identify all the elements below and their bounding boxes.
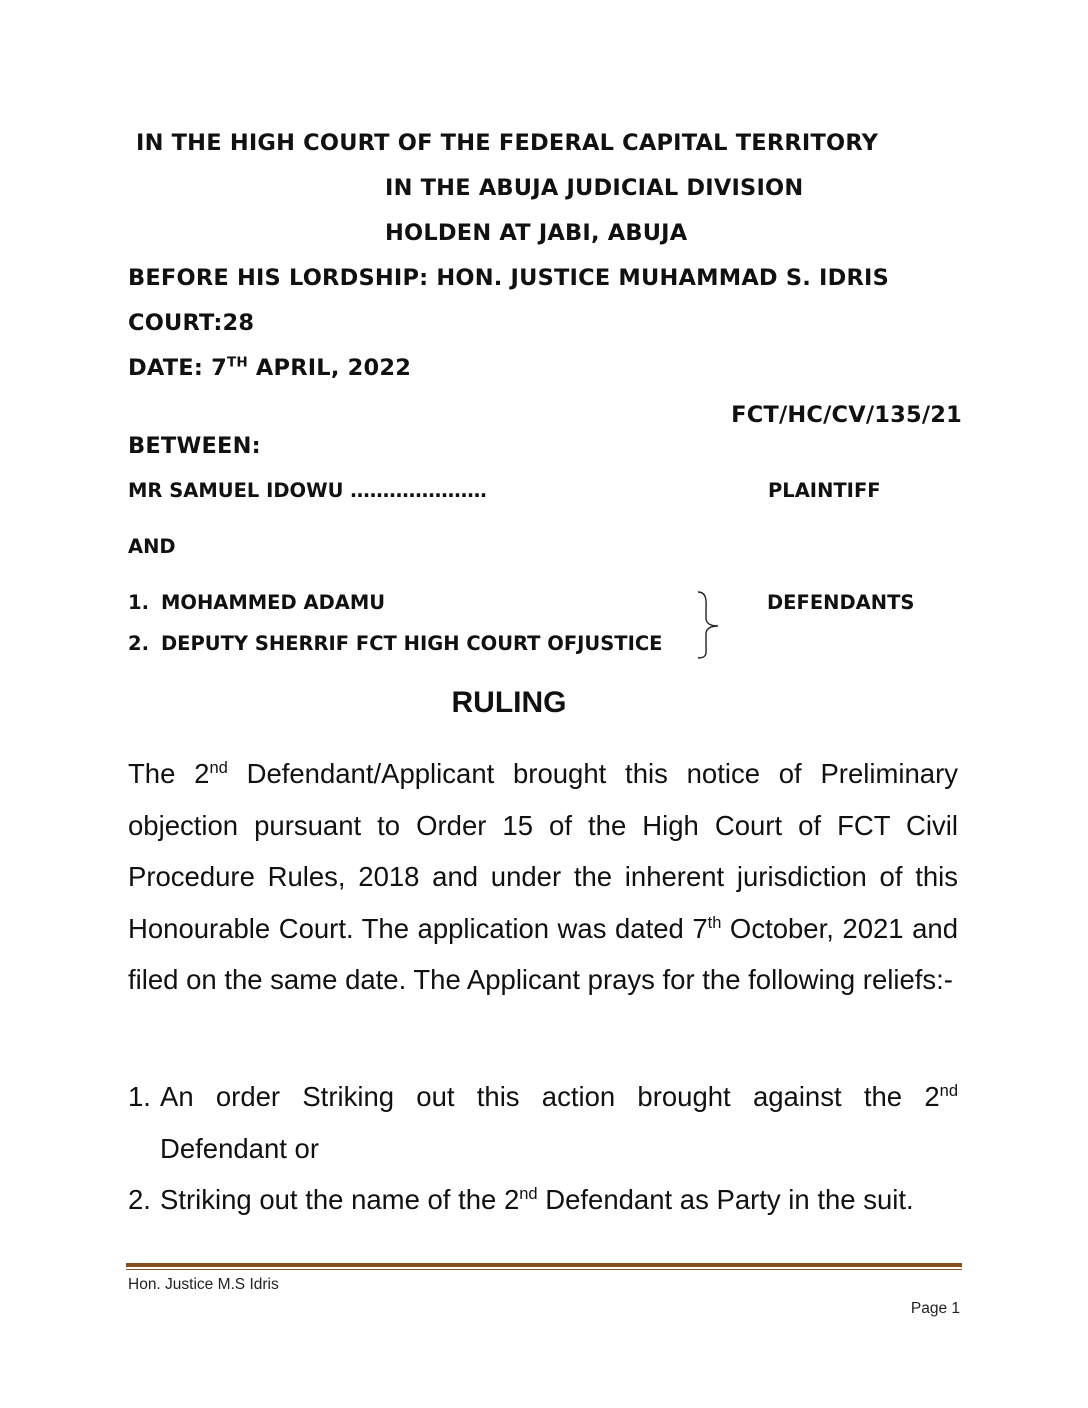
para-text: The 2 — [128, 758, 210, 789]
relief-item — [128, 1071, 958, 1174]
division-line: IN THE ABUJA JUDICIAL DIVISION — [385, 175, 804, 201]
relief-text-part: An order Striking out this action brought against the 2 — [160, 1081, 940, 1112]
page-number: Page 1 — [910, 1300, 960, 1317]
footer-author: Hon. Justice M.S Idris — [128, 1276, 279, 1293]
ruling-title: RULING — [451, 686, 567, 719]
between-label: BETWEEN: — [128, 433, 261, 459]
relief-superscript: nd — [939, 1081, 958, 1100]
suit-number: FCT/HC/CV/135/21 — [731, 402, 962, 428]
defendant-name: MOHAMMED ADAMU — [160, 591, 386, 614]
court-title: IN THE HIGH COURT OF THE FEDERAL CAPITAL TERRITORY — [136, 130, 879, 156]
curly-brace-icon — [696, 590, 726, 660]
defendant-number: 2. — [128, 632, 149, 655]
footer-rule-thin — [126, 1269, 962, 1270]
para-superscript: nd — [209, 758, 228, 777]
plaintiff-name: MR SAMUEL IDOWU ………………… — [128, 479, 487, 502]
relief-text — [160, 1071, 958, 1174]
footer-rule — [126, 1263, 962, 1267]
date-superscript: TH — [226, 354, 248, 371]
ruling-paragraph — [128, 748, 958, 1006]
holden-line: HOLDEN AT JABI, ABUJA — [385, 220, 688, 246]
relief-superscript: nd — [519, 1184, 538, 1203]
relief-number: 1. — [128, 1081, 151, 1112]
court-number: COURT:28 — [128, 310, 255, 336]
para-superscript: th — [707, 913, 722, 932]
and-label: AND — [128, 535, 176, 558]
relief-item — [128, 1174, 958, 1226]
before-line: BEFORE HIS LORDSHIP: HON. JUSTICE MUHAMMAD S. IDRIS — [128, 265, 889, 291]
defendants-label: DEFENDANTS — [767, 591, 915, 614]
para-text: Defendant/Applicant brought this notice of Preliminary objection pursuant to Order 15 of the High Court of FCT Civil Procedure Rules, 2018 and under the inherent jurisdiction of this Honourable Court. The application was dated 7 — [128, 758, 958, 944]
date-prefix: DATE: 7 — [128, 355, 227, 381]
para-text: October, 2021 and filed on the same date. The Applicant prays for the following reliefs:- — [128, 912, 958, 995]
relief-text-part: Defendant as Party in the suit. — [537, 1184, 914, 1215]
relief-text-part: Defendant or — [160, 1132, 319, 1164]
defendant-name: DEPUTY SHERRIF FCT HIGH COURT OFJUSTICE — [160, 632, 663, 655]
date-line — [128, 355, 411, 381]
defendant-item — [128, 632, 663, 655]
defendant-number: 1. — [128, 591, 149, 614]
relief-text — [160, 1174, 958, 1226]
relief-number: 2. — [128, 1184, 151, 1215]
plaintiff-label: PLAINTIFF — [768, 479, 881, 502]
defendant-item — [128, 591, 385, 614]
date-suffix: APRIL, 2022 — [247, 355, 412, 381]
relief-text-part: Striking out the name of the 2 — [160, 1184, 520, 1215]
